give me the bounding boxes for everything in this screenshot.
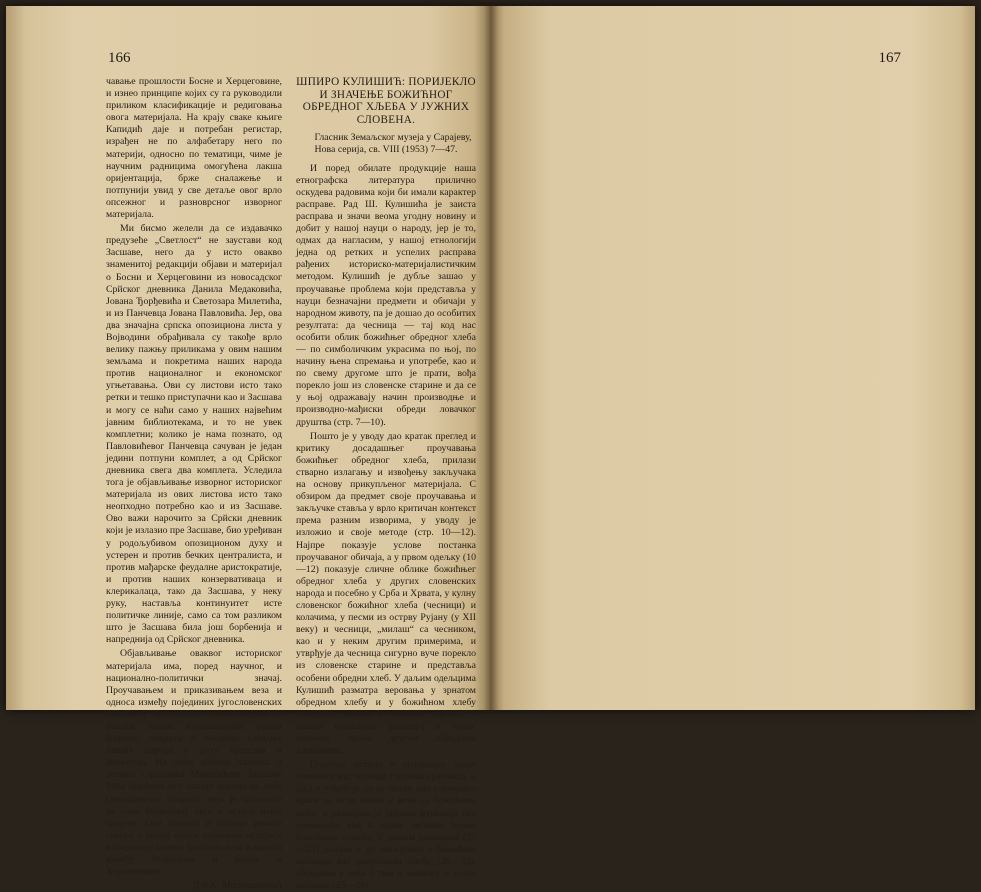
- paragraph: Објављивање оваквог историског материјала има, поред научног, и национално-политички значај. Проучавањем и приказивањем веза и односа између појединих југословенских земаља у прошлости енциклопедију са нашим новим наравштајима радни ђодатне, покрети и носиоци сарадње наших народа у духу братства и јединства. Из оних збирки чланака и дописа сарадника Милетићеве Засшаве биће борбени дух наших народа из доба Омладинског покрета, који је заталасао не само Војводину него и остале наше крајеве. Ови дописи и чланци речито говоре о једној епоси најживље историје и сведоче о јачини братских веза и односа између Војводине и Босне и Херцеговине.: [106, 648, 282, 878]
- left-column-2: [296, 76, 476, 892]
- article-source: Гласник Земаљског музеја у Сарајеву, Нова серија, св. VIII (1953) 7—47.: [314, 132, 472, 155]
- page-number-left: 166: [108, 50, 131, 66]
- book-spread: [6, 6, 975, 892]
- article-title: ШПИРО КУЛИШИЋ: ПОРИЈЕКЛО И ЗНАЧЕЊЕ БОЖИЋНОГ ОБРЕДНОГ ХЉЕБА У ЈУЖНИХ СЛОВЕНА.: [296, 76, 476, 126]
- review-signature: Д-р К. Милушиновић: [192, 880, 282, 892]
- article-heading: [296, 76, 476, 156]
- right-page: [490, 6, 975, 710]
- paragraph: чавање прошлости Босне и Херцеговине, и изнео принципе којих су га руководили приликом класификације и редиговања овога материјала. На крају сваке књиге Капидић даје и потребан регистар, израђен не по алфабетару него по материји, односно по тематици, чиме је научним радницима омогућена лакша оријентација, брже сналажење и потпунији увид у све детаље овог врло опсежног и разноврсног изворног материјала.: [106, 76, 282, 221]
- page-number-right: 167: [878, 50, 901, 66]
- paragraph: Посебно истиче и анализира разне елементе код чеснице (лескова гранчица, и др.) и утврђује да се читав низ елемената врши на исти начин у вези са божићном ноћи, и развијена је једнака функција тих елемената, као и однос чеснице према божићном слављу. У даљим одељцима (15—23) долази и до закључака о божићној чесници као ритуалном хлебу (28—33), обредима у вези с тим и значењу и улози чеснице (23—28).: [296, 759, 476, 892]
- left-column-1: [106, 76, 282, 892]
- paragraph: И поред обилате продукције наша етнографска литература прилично оскудева радовима који би имали карактер расправе. Рад Ш. Кулишића је заиста расправа и значи веома угодну новину и добит у нашој науци о народу, јер је то, одмах да нагласим, у нашој етнологији једна од ретких и успелих расправа рађених историско-материјалистичким методом. Кулишић је дубље зашао у проучавање проблема који представља у науци безначајни предмети и обичаји у народном животу, па је дошао до особитих резултата: да чесница — тај код нас особити облик божићњег обредног хлеба — по симболичким украсима по њој, по начину њена спремања и употребе, као и по свему другоме што је прати, вођа порекло још из словенске старине и да се у њој одражавају начин производње и производно-мађиски обреди ловачког друштва (стр. 7—10).: [296, 162, 476, 428]
- paragraph: Ми бисмо желели да се издавачко предузеће „Светлост“ не заустави код Засшаве, него да у исто овакво знаменитој редакцији објави и материјал о Босни и Херцеговини из новосадског Срйског дневника Данила Медаковића, Јована Ђорђевића и Светозара Милетића, и из Панчевца Јована Павловића. Јер, ова два значајна српска опозициона листа у Војводини обрађивала су такође врло велику пажњу приликама у овим нашим земљама и покретима наших народа против националног и економског угњетавања. Ови су листови исто тако ретки и тешко приступачни као и Засшава и могу се наћи само у наших највећим јавним библиотекама, и то не увек комплетни; колико је нама познато, од Павловићевог Панчевца сачуван је један једини потпуни комплет, а од Срйског дневника свега два комплета. Уследила тога је објављивање изворног историског материјала из ових листова исто тако неопходно потребно као и из Засшаве. Ово важи нарочито за Срйски дневник који је излазио пре Засшаве, био уређиван у родољубивом опозиционом духу и устерен и против бечких централиста, и против мађарске феудалне аристократије, и против наших конзервативаца и клерикалаца, тако да Засшава, у неку руку, наставља континуитет исте политичке линије, само са том разликом што је Засшава била још борбенија и напреднија од Срйског дневника.: [106, 223, 282, 646]
- paragraph: Пошто је у уводу дао кратак преглед и критику досадашњег проучавања божићњег обредног хлеба, прилази стварно излагању и извођењу закључака на основу прикупљеног материјала. С обзиром да предмет своје проучавања и закључке ставља у врло критичан контекст према разним изворима, у уводу је изложио и своје методе (стр. 10—12). Најпре показује услове постанка проучаваног обичаја, а у првом одељку (10—12) показује сличне облике божићњег обредног хлеба у других словенских народа и посебно у Срба и Хрвата, у кулну словенског божићног хлеба (чесници) и колачима, у песми из острву Рујану (у XII веку) и чесници, „милаш“ са чесником, као и у неким другим примерима, и утврђује да чесница сигурно вуче порекло из словенске старине и представља особени обредни хлеб. У даљим одељцима Кулишић разматра веровања у зрнатом обредном хлебу и у божићном хлебу обредног значаја у божићно време. У даљим одељцима разматра и однос чеснице према другим обредним хлебовима.: [296, 430, 476, 757]
- left-page: [6, 6, 490, 892]
